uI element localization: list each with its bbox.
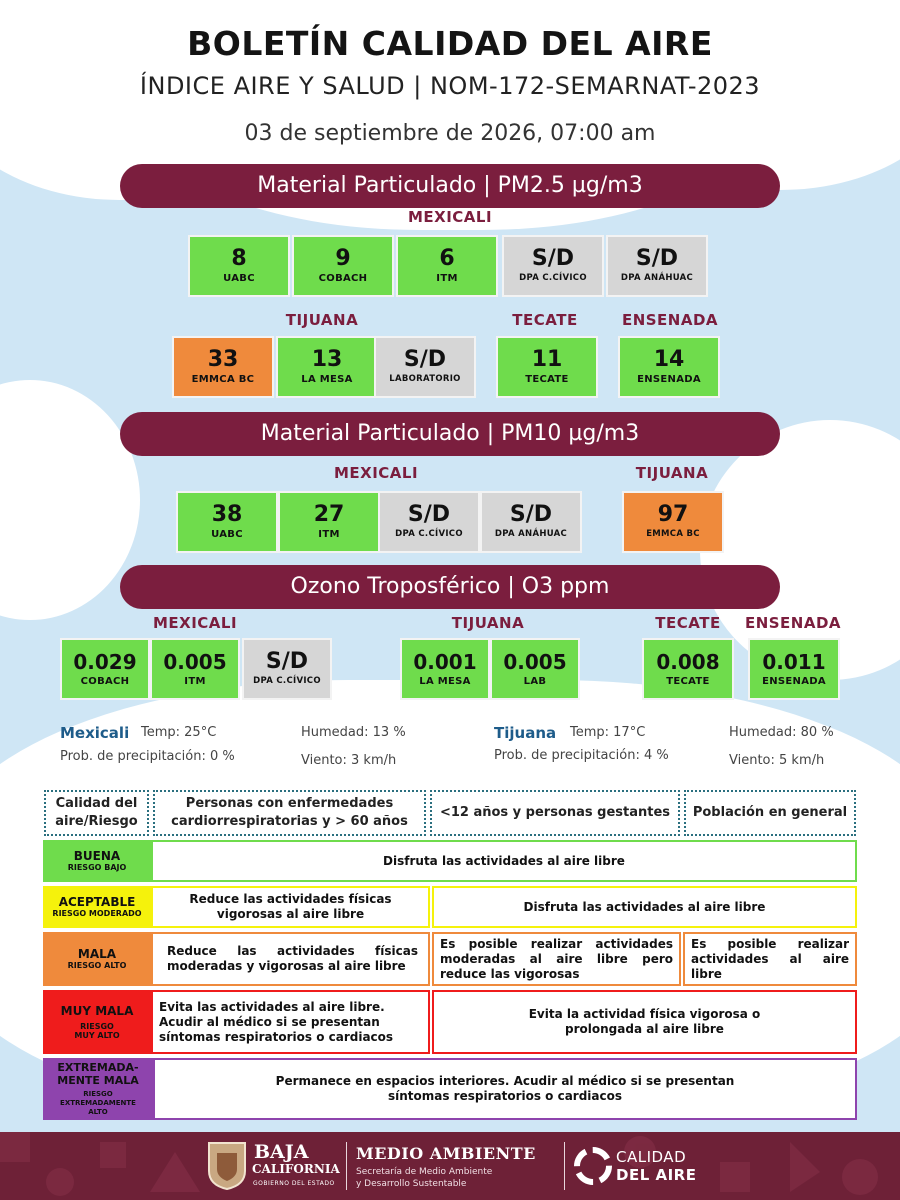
weather-temp-mexicali: Temp: 25°C bbox=[141, 725, 217, 740]
station-name: ENSENADA bbox=[762, 676, 826, 687]
pm25-station-box bbox=[172, 336, 274, 398]
risk-level-aceptable bbox=[43, 886, 151, 928]
station-value: 13 bbox=[311, 347, 343, 372]
station-name: COBACH bbox=[318, 273, 368, 284]
station-value: 27 bbox=[313, 502, 345, 527]
o3-banner: Ozono Troposférico | O3 ppm bbox=[120, 565, 780, 609]
weather-city-mexicali: Mexicali bbox=[60, 724, 130, 742]
pm10-station-box bbox=[622, 491, 724, 553]
level-name: MUY MALA bbox=[60, 1003, 134, 1018]
ma-logo-sub2: y Desarrollo Sustentable bbox=[356, 1179, 467, 1189]
o3-station-box bbox=[60, 638, 150, 700]
o3-city-mexicali: MEXICALI bbox=[152, 614, 238, 632]
pm10-city-mexicali: MEXICALI bbox=[333, 464, 419, 482]
weather-city-tijuana: Tijuana bbox=[494, 724, 557, 742]
pm25-station-box bbox=[618, 336, 720, 398]
station-name: UABC bbox=[223, 273, 255, 284]
o3-city-tijuana: TIJUANA bbox=[451, 614, 525, 632]
station-value: 0.005 bbox=[163, 650, 227, 674]
air-quality-logo-icon bbox=[574, 1147, 612, 1185]
risk-recommendation: Disfruta las actividades al aire libre bbox=[432, 886, 857, 928]
pm25-city-tecate: TECATE bbox=[512, 311, 578, 329]
table-header-cardio: Personas con enfermedades cardiorrespiratorias y > 60 años bbox=[153, 790, 426, 836]
bc-logo-small: GOBIERNO DEL ESTADO bbox=[253, 1180, 335, 1187]
station-value: 38 bbox=[211, 502, 243, 527]
weather-precip-tijuana: Prob. de precipitación: 4 % bbox=[494, 748, 669, 763]
pm25-city-ensenada: ENSENADA bbox=[621, 311, 719, 329]
o3-station-box bbox=[242, 638, 332, 700]
weather-humidity-tijuana: Humedad: 80 % bbox=[729, 725, 834, 740]
pm25-station-box bbox=[276, 336, 378, 398]
station-name: EMMCA BC bbox=[646, 529, 700, 539]
o3-station-box bbox=[400, 638, 490, 700]
weather-wind-mexicali: Viento: 3 km/h bbox=[301, 753, 397, 768]
level-risk: RIESGO EXTREMADAMENTE ALTO bbox=[60, 1090, 136, 1116]
pm10-station-box bbox=[378, 491, 480, 553]
state-seal-icon bbox=[205, 1141, 249, 1191]
footer-divider bbox=[346, 1142, 347, 1190]
level-risk: RIESGO BAJO bbox=[67, 863, 127, 872]
table-header-general: Población en general bbox=[684, 790, 856, 836]
o3-city-ensenada: ENSENADA bbox=[744, 614, 842, 632]
station-name: LA MESA bbox=[301, 374, 353, 385]
level-name: BUENA bbox=[73, 849, 121, 863]
pm10-station-box bbox=[176, 491, 278, 553]
risk-level-buena bbox=[43, 840, 151, 882]
station-name: ENSENADA bbox=[637, 374, 701, 385]
bulletin-date: 03 de septiembre de 2026, 07:00 am bbox=[244, 121, 656, 146]
risk-recommendation: Permanece en espacios interiores. Acudir al médico si se presentan síntomas respiratorios o cardiacos bbox=[153, 1058, 857, 1120]
o3-station-box bbox=[490, 638, 580, 700]
risk-recommendation: Evita la actividad física vigorosa o prolongada al aire libre bbox=[432, 990, 857, 1054]
ma-logo-title: MEDIO AMBIENTE bbox=[356, 1144, 536, 1163]
station-name: DPA ANÁHUAC bbox=[494, 529, 568, 539]
weather-temp-tijuana: Temp: 17°C bbox=[570, 725, 646, 740]
risk-recommendation: Evita las actividades al aire libre. Acudir al médico si se presentan síntomas respiratorios o cardiacos bbox=[151, 990, 430, 1054]
o3-city-tecate: TECATE bbox=[655, 614, 721, 632]
station-name: LA MESA bbox=[419, 676, 471, 687]
o3-station-box bbox=[150, 638, 240, 700]
bulletin-title: BOLETÍN CALIDAD DEL AIRE bbox=[187, 24, 713, 63]
footer bbox=[0, 1132, 900, 1200]
station-name: LABORATORIO bbox=[389, 374, 461, 384]
pm25-station-box bbox=[496, 336, 598, 398]
station-name: LAB bbox=[523, 676, 547, 687]
station-value: 0.001 bbox=[413, 650, 477, 674]
pm25-station-box bbox=[606, 235, 708, 297]
station-name: COBACH bbox=[80, 676, 130, 687]
station-name: TECATE bbox=[525, 374, 569, 385]
weather-wind-tijuana: Viento: 5 km/h bbox=[729, 753, 825, 768]
station-value: 11 bbox=[531, 347, 563, 372]
pm25-station-box bbox=[188, 235, 290, 297]
pm10-banner: Material Particulado | PM10 µg/m3 bbox=[120, 412, 780, 456]
station-value: S/D bbox=[509, 502, 553, 527]
station-value: S/D bbox=[635, 246, 679, 271]
pm25-city-mexicali: MEXICALI bbox=[407, 208, 493, 226]
risk-recommendation: Es posible realizar actividades al aire libre bbox=[683, 932, 857, 986]
level-name: EXTREMADA-MENTE MALA bbox=[57, 1061, 139, 1087]
station-name: DPA C.CÍVICO bbox=[395, 529, 463, 539]
station-value: S/D bbox=[531, 246, 575, 271]
level-name: MALA bbox=[77, 947, 117, 961]
background-cloud bbox=[0, 380, 140, 620]
station-name: DPA C.CÍVICO bbox=[253, 676, 321, 686]
station-value: S/D bbox=[403, 347, 447, 372]
o3-station-box bbox=[748, 638, 840, 700]
station-value: 9 bbox=[335, 246, 351, 271]
level-name: ACEPTABLE bbox=[58, 895, 136, 909]
risk-level-mala bbox=[43, 932, 151, 986]
station-value: 0.029 bbox=[73, 650, 137, 674]
station-name: EMMCA BC bbox=[191, 374, 255, 385]
station-value: 8 bbox=[231, 246, 247, 271]
risk-recommendation: Reduce las actividades físicas moderadas y vigorosas al aire libre bbox=[151, 932, 430, 986]
station-value: 33 bbox=[207, 347, 239, 372]
table-header-children: <12 años y personas gestantes bbox=[430, 790, 680, 836]
pm25-station-box bbox=[502, 235, 604, 297]
risk-recommendation: Disfruta las actividades al aire libre bbox=[151, 840, 857, 882]
station-name: TECATE bbox=[666, 676, 710, 687]
station-name: ITM bbox=[184, 676, 206, 687]
risk-recommendation: Reduce las actividades físicas vigorosas al aire libre bbox=[151, 886, 430, 928]
bulletin-subtitle: ÍNDICE AIRE Y SALUD | NOM-172-SEMARNAT-2023 bbox=[139, 72, 761, 100]
station-value: 6 bbox=[439, 246, 455, 271]
footer-divider bbox=[564, 1142, 565, 1190]
ma-logo-sub1: Secretaría de Medio Ambiente bbox=[356, 1167, 493, 1177]
level-risk: RIESGO MUY ALTO bbox=[74, 1021, 120, 1040]
station-value: S/D bbox=[407, 502, 451, 527]
level-risk: RIESGO MODERADO bbox=[52, 909, 142, 918]
pm10-city-tijuana: TIJUANA bbox=[635, 464, 709, 482]
table-header-quality: Calidad del aire/Riesgo bbox=[44, 790, 149, 836]
bc-logo-main: BAJA bbox=[254, 1141, 309, 1163]
weather-humidity-mexicali: Humedad: 13 % bbox=[301, 725, 406, 740]
footer-pattern bbox=[0, 1132, 900, 1200]
risk-level-muy-mala bbox=[43, 990, 151, 1054]
pm25-city-tijuana: TIJUANA bbox=[285, 311, 359, 329]
station-name: ITM bbox=[318, 529, 340, 540]
pm25-banner: Material Particulado | PM2.5 µg/m3 bbox=[120, 164, 780, 208]
o3-station-box bbox=[642, 638, 734, 700]
weather-precip-mexicali: Prob. de precipitación: 0 % bbox=[60, 749, 235, 764]
risk-level-extremely-bad bbox=[43, 1058, 153, 1120]
station-value: 97 bbox=[657, 502, 689, 527]
station-name: DPA ANÁHUAC bbox=[620, 273, 694, 283]
ca-logo-top: CALIDAD bbox=[616, 1148, 687, 1166]
station-name: UABC bbox=[211, 529, 243, 540]
level-risk: RIESGO ALTO bbox=[67, 961, 127, 970]
ca-logo-bottom: DEL AIRE bbox=[616, 1166, 697, 1184]
station-value: 0.008 bbox=[656, 650, 720, 674]
station-name: DPA C.CÍVICO bbox=[519, 273, 587, 283]
station-value: 0.011 bbox=[762, 650, 826, 674]
bc-logo-sub: CALIFORNIA bbox=[252, 1162, 340, 1176]
station-name: ITM bbox=[436, 273, 458, 284]
station-value: 0.005 bbox=[503, 650, 567, 674]
pm10-station-box bbox=[480, 491, 582, 553]
pm25-station-box bbox=[396, 235, 498, 297]
pm10-station-box bbox=[278, 491, 380, 553]
station-value: 14 bbox=[653, 347, 685, 372]
station-value: S/D bbox=[265, 649, 309, 674]
pm25-station-box bbox=[292, 235, 394, 297]
risk-recommendation: Es posible realizar actividades moderadas al aire libre pero reduce las vigorosas bbox=[432, 932, 681, 986]
pm25-station-box bbox=[374, 336, 476, 398]
